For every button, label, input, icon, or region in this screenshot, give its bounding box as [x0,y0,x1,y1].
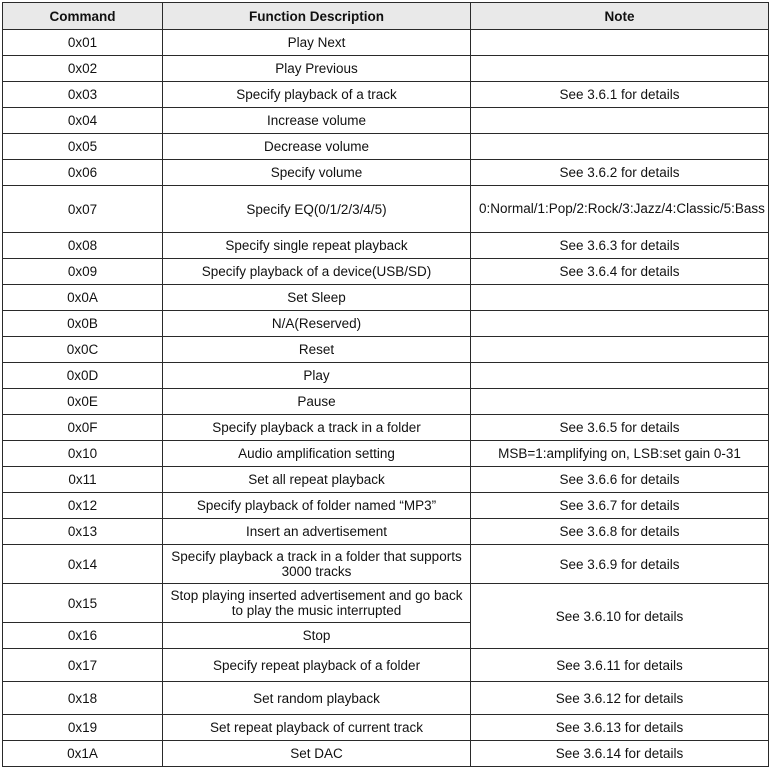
table-row [3,337,769,363]
note-cell: See 3.6.6 for details [471,467,769,493]
note-cell: See 3.6.8 for details [471,519,769,545]
note-cell: See 3.6.12 for details [471,682,769,715]
table-row [3,715,769,741]
table-row [3,186,769,233]
note-cell [471,363,769,389]
table-row [3,134,769,160]
command-cell: 0x10 [3,441,163,467]
description-cell: Set DAC [163,741,471,767]
note-cell [471,337,769,363]
description-cell: Specify playback of folder named “MP3” [163,493,471,519]
note-cell: 0:Normal/1:Pop/2:Rock/3:Jazz/4:Classic/5:Bass [471,186,769,233]
note-cell [471,30,769,56]
description-cell: Set random playback [163,682,471,715]
description-cell: Set repeat playback of current track [163,715,471,741]
table-row [3,415,769,441]
table-row [3,363,769,389]
description-cell: Specify EQ(0/1/2/3/4/5) [163,186,471,233]
command-cell: 0x08 [3,233,163,259]
command-cell: 0x06 [3,160,163,186]
command-cell: 0x12 [3,493,163,519]
note-cell [471,108,769,134]
command-cell: 0x05 [3,134,163,160]
description-cell: N/A(Reserved) [163,311,471,337]
description-cell: Specify single repeat playback [163,233,471,259]
table-row [3,519,769,545]
description-cell: Set Sleep [163,285,471,311]
table-row [3,160,769,186]
table-row [3,741,769,767]
note-cell: See 3.6.10 for details [471,584,769,649]
table-row [3,545,769,584]
table-row [3,682,769,715]
command-cell: 0x18 [3,682,163,715]
table-row [3,285,769,311]
description-cell: Increase volume [163,108,471,134]
note-cell: See 3.6.3 for details [471,233,769,259]
command-cell: 0x0B [3,311,163,337]
note-cell [471,389,769,415]
command-cell: 0x13 [3,519,163,545]
header-description: Function Description [163,3,471,30]
table-row [3,30,769,56]
note-cell [471,56,769,82]
command-cell: 0x0C [3,337,163,363]
command-cell: 0x07 [3,186,163,233]
header-row [3,3,769,30]
command-cell: 0x0A [3,285,163,311]
command-cell: 0x0E [3,389,163,415]
note-cell: See 3.6.4 for details [471,259,769,285]
note-cell: See 3.6.11 for details [471,649,769,682]
description-cell: Specify playback of a track [163,82,471,108]
description-cell: Play Previous [163,56,471,82]
command-cell: 0x14 [3,545,163,584]
description-cell: Audio amplification setting [163,441,471,467]
table-row [3,584,769,623]
description-cell: Specify volume [163,160,471,186]
note-cell: See 3.6.1 for details [471,82,769,108]
command-cell: 0x01 [3,30,163,56]
command-cell: 0x16 [3,623,163,649]
description-cell: Play [163,363,471,389]
command-cell: 0x11 [3,467,163,493]
command-cell: 0x03 [3,82,163,108]
note-cell: See 3.6.7 for details [471,493,769,519]
note-cell: See 3.6.13 for details [471,715,769,741]
table-row [3,82,769,108]
description-cell: Insert an advertisement [163,519,471,545]
command-cell: 0x17 [3,649,163,682]
table-row [3,389,769,415]
description-cell: Stop playing inserted advertisement and go back to play the music interrupted [163,584,471,623]
table-row [3,108,769,134]
command-cell: 0x09 [3,259,163,285]
table-row [3,649,769,682]
description-cell: Reset [163,337,471,363]
description-cell: Decrease volume [163,134,471,160]
table-row [3,233,769,259]
table-row [3,259,769,285]
command-cell: 0x0F [3,415,163,441]
command-table [2,2,769,767]
header-command: Command [3,3,163,30]
description-cell: Specify repeat playback of a folder [163,649,471,682]
note-cell: See 3.6.9 for details [471,545,769,584]
note-cell [471,285,769,311]
note-cell: See 3.6.14 for details [471,741,769,767]
note-cell [471,134,769,160]
note-cell: See 3.6.2 for details [471,160,769,186]
command-cell: 0x1A [3,741,163,767]
header-note: Note [471,3,769,30]
description-cell: Pause [163,389,471,415]
command-cell: 0x19 [3,715,163,741]
note-cell: See 3.6.5 for details [471,415,769,441]
description-cell: Set all repeat playback [163,467,471,493]
table-row [3,311,769,337]
description-cell: Specify playback a track in a folder [163,415,471,441]
description-cell: Stop [163,623,471,649]
command-cell: 0x04 [3,108,163,134]
description-cell: Specify playback of a device(USB/SD) [163,259,471,285]
note-cell [471,311,769,337]
table-row [3,441,769,467]
description-cell: Play Next [163,30,471,56]
command-cell: 0x0D [3,363,163,389]
table-row [3,493,769,519]
note-cell: MSB=1:amplifying on, LSB:set gain 0-31 [471,441,769,467]
command-cell: 0x15 [3,584,163,623]
table-row [3,467,769,493]
description-cell: Specify playback a track in a folder that supports 3000 tracks [163,545,471,584]
table-row [3,56,769,82]
command-cell: 0x02 [3,56,163,82]
